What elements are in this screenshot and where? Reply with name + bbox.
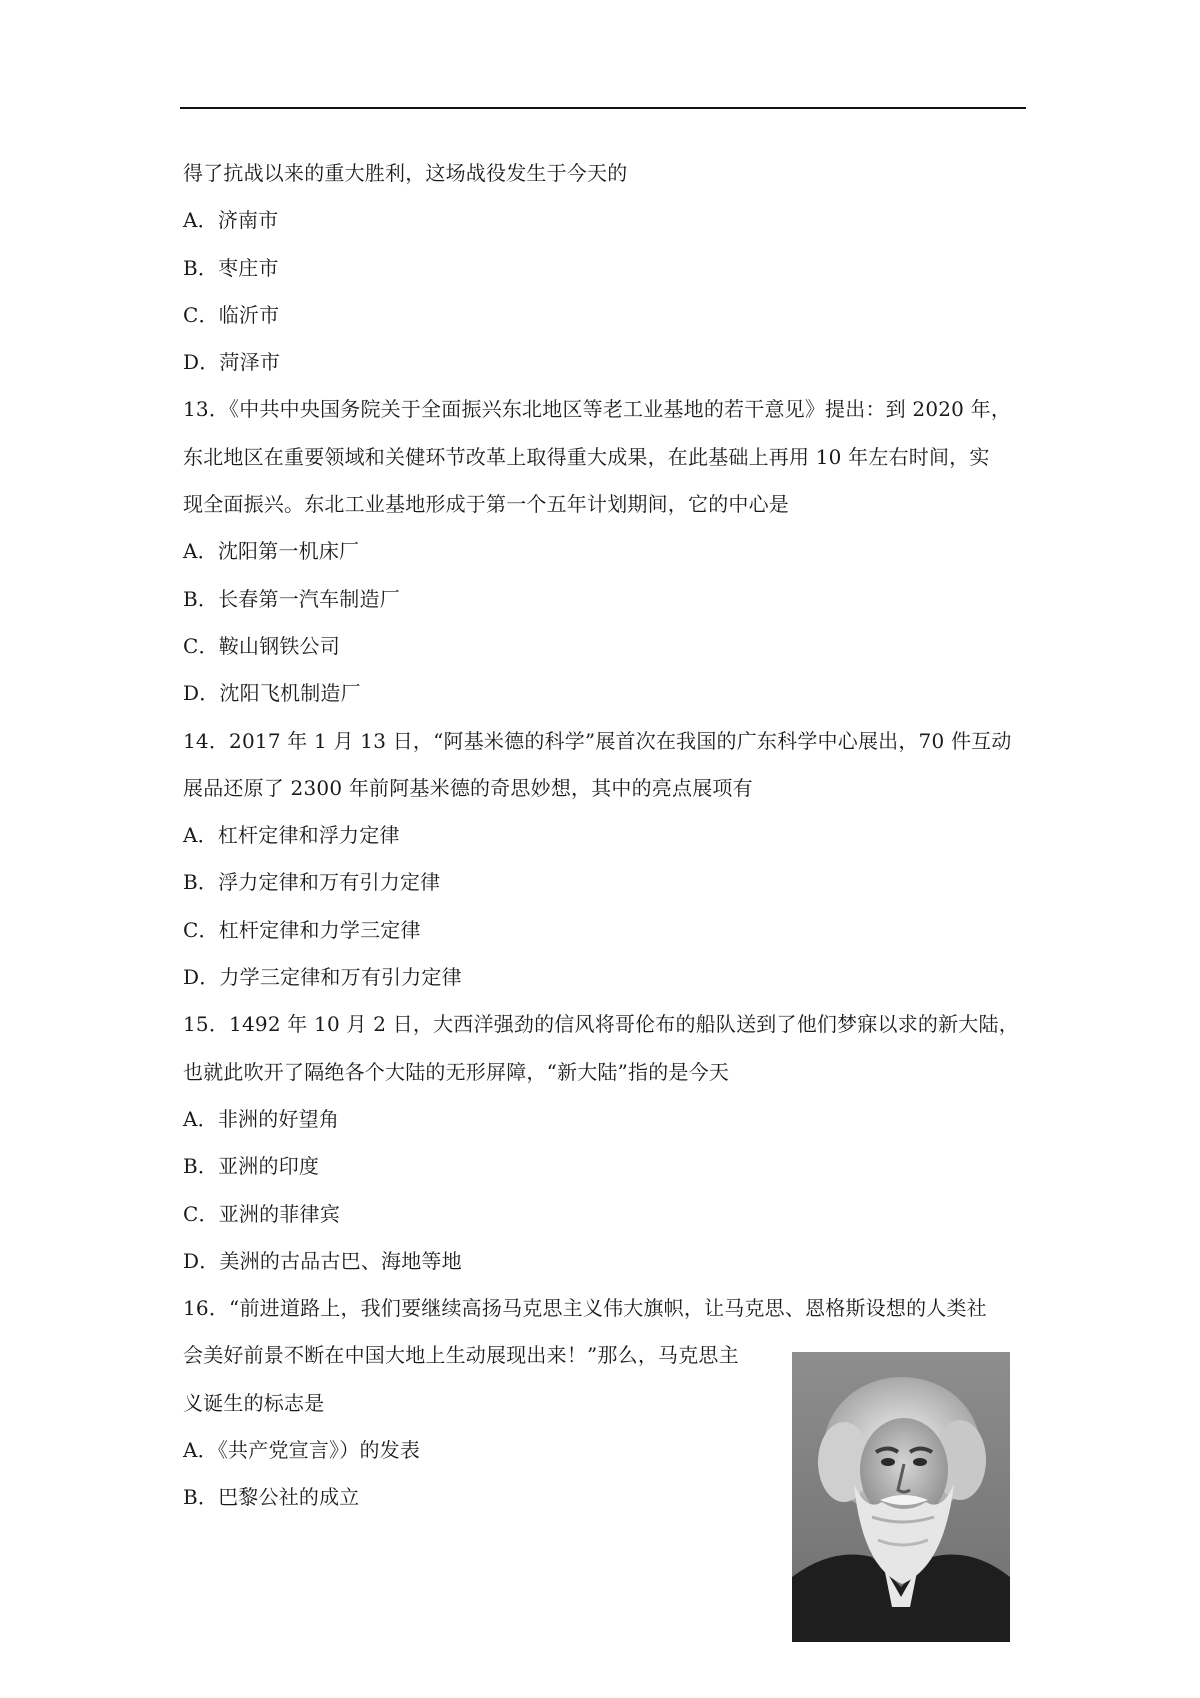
option-d-q12: D．菏泽市 [183, 350, 281, 375]
option-a-q12: A．济南市 [183, 208, 279, 233]
question-16-line-1: 16．“前进道路上，我们要继续高扬马克思主义伟大旗帜，让马克思、恩格斯设想的人类社 [183, 1296, 987, 1321]
option-b-q12: B．枣庄市 [183, 255, 279, 280]
header-rule [180, 107, 1026, 109]
option-b-q16: B．巴黎公社的成立 [183, 1485, 360, 1510]
option-b-q15: B．亚洲的印度 [183, 1154, 320, 1179]
option-d-q13: D．沈阳飞机制造厂 [183, 681, 361, 706]
option-a-q13: A．沈阳第一机床厂 [183, 539, 360, 564]
portrait-photo-icon [792, 1352, 1010, 1642]
option-c-q15: C．亚洲的菲律宾 [183, 1201, 340, 1226]
question-16-line-2: 会美好前景不断在中国大地上生动展现出来！”那么，马克思主 [183, 1343, 739, 1368]
option-a-q15: A．非洲的好望角 [183, 1106, 340, 1131]
question-16-line-3: 义诞生的标志是 [183, 1390, 325, 1415]
question-14-line-1: 14．2017 年 1 月 13 日，“阿基米德的科学”展首次在我国的广东科学中心展出，70 件互动 [183, 728, 1012, 753]
question-13-line-1: 13．《中共中央国务院关于全面振兴东北地区等老工业基地的若干意见》提出：到 2020 年， [183, 397, 1012, 422]
option-c-q12: C．临沂市 [183, 302, 280, 327]
question-13-line-3: 现全面振兴。东北工业基地形成于第一个五年计划期间，它的中心是 [183, 492, 789, 517]
option-c-q13: C．鞍山钢铁公司 [183, 633, 340, 658]
option-b-q13: B．长春第一汽车制造厂 [183, 586, 400, 611]
option-c-q14: C．杠杆定律和力学三定律 [183, 917, 421, 942]
option-b-q14: B．浮力定律和万有引力定律 [183, 870, 441, 895]
option-d-q14: D．力学三定律和万有引力定律 [183, 965, 462, 990]
option-d-q15: D．美洲的古品古巴、海地等地 [183, 1248, 462, 1273]
option-a-q16: A．《共产党宣言》）的发表 [183, 1438, 421, 1463]
question-13-line-2: 东北地区在重要领域和关健环节改革上取得重大成果，在此基础上再用 10 年左右时间，实 [183, 444, 990, 469]
option-a-q14: A．杠杆定律和浮力定律 [183, 823, 400, 848]
question-14-line-2: 展品还原了 2300 年前阿基米德的奇思妙想，其中的亮点展项有 [183, 775, 753, 800]
text-line: 得了抗战以来的重大胜利，这场战役发生于今天的 [183, 161, 628, 185]
question-15-line-2: 也就此吹开了隔绝各个大陆的无形屏障，“新大陆”指的是今天 [183, 1059, 730, 1084]
question-text [183, 150, 1026, 1522]
question-15-line-1: 15．1492 年 10 月 2 日，大西洋强劲的信风将哥伦布的船队送到了他们梦寐以求的新大陆， [183, 1012, 1019, 1037]
